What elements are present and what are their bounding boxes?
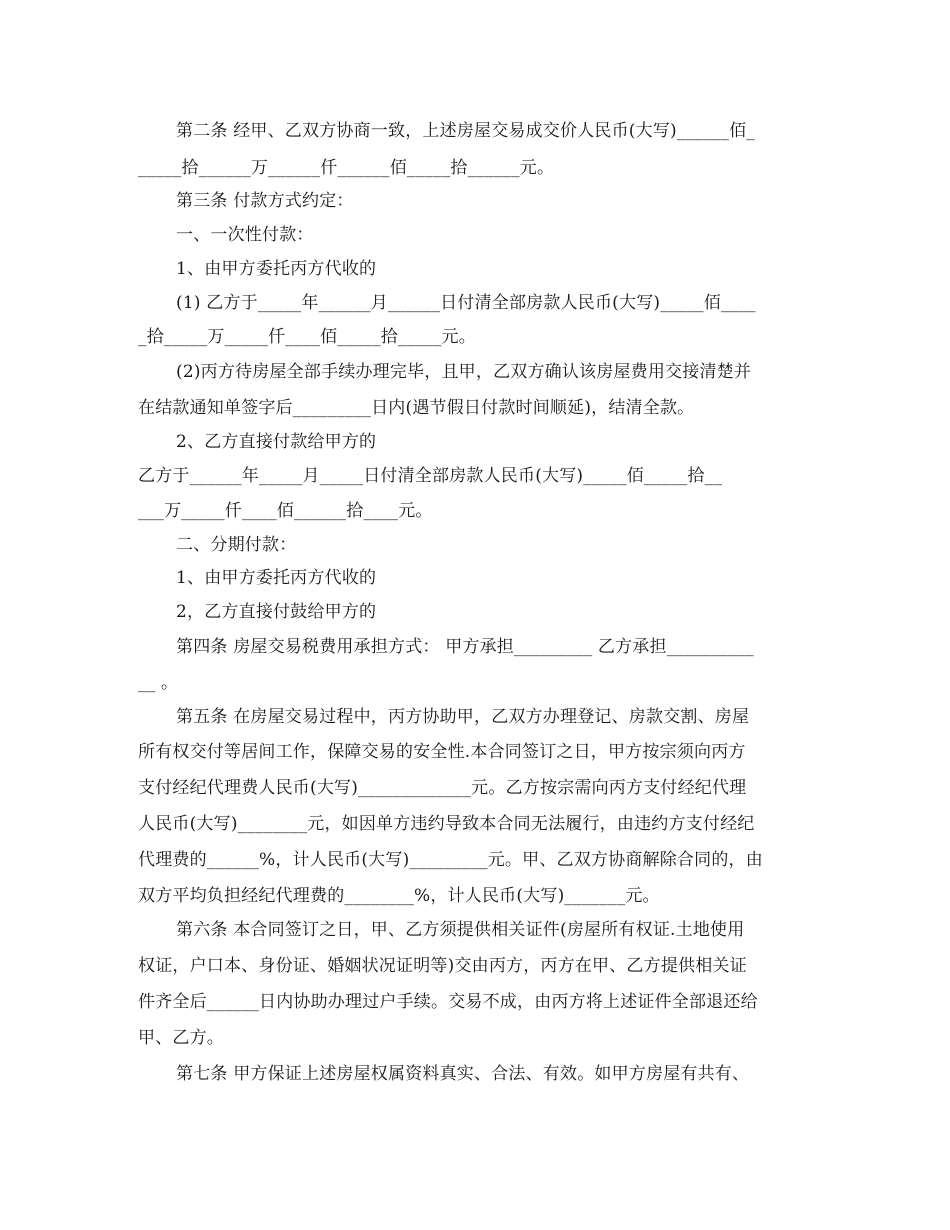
text-line: _拾_____万_____仟____佰_____拾_____元。 xyxy=(138,327,476,347)
text-line: 乙方于______年_____月_____日付清全部房款人民币(大写)_____佰_____拾__ xyxy=(138,466,723,486)
text-line: 第五条 在房屋交易过程中，丙方协助甲，乙双方办理登记、房款交割、房屋 xyxy=(176,707,750,727)
text-line: 2、乙方直接付款给甲方的 xyxy=(176,432,377,452)
text-line: 人民币(大写)________元，如因单方违约导致本合同无法履行，由违约方支付经纪 xyxy=(138,814,755,834)
text-line: 第六条 本合同签订之日，甲、乙方须提供相关证件(房屋所有权证.土地使用 xyxy=(176,920,745,940)
text-line: 二、分期付款： xyxy=(176,535,297,555)
text-line: 2，乙方直接付鼓给甲方的 xyxy=(176,602,377,622)
text-line: 权证，户口本、身份证、婚姻状况证明等)交由丙方，丙方在甲、乙方提供相关证 xyxy=(138,956,747,976)
text-line: (1) 乙方于_____年______月______日付清全部房款人民币(大写)_____佰____ xyxy=(176,293,756,313)
text-line: 甲、乙方。 xyxy=(138,1028,224,1048)
text-line: 件齐全后______日内协助办理过户手续。交易不成，由丙方将上述证件全部退还给 xyxy=(138,992,758,1012)
text-line: 第四条 房屋交易税费用承担方式： 甲方承担_________ 乙方承担__________ xyxy=(176,637,754,657)
text-line: _____拾______万______仟______佰_____拾______元。 xyxy=(138,158,555,178)
text-line: 1、由甲方委托丙方代收的 xyxy=(176,568,377,588)
text-line: 代理费的______%，计人民币(大写)_________元。甲、乙双方协商解除合同的，由 xyxy=(138,850,763,870)
text-line: (2)丙方待房屋全部手续办理完毕，且甲，乙双方确认该房屋费用交接清楚并 xyxy=(176,362,752,382)
text-line: 支付经纪代理费人民币(大写)_____________元。乙方按宗需向丙方支付经纪代理 xyxy=(138,778,747,798)
text-line: 双方平均负担经纪代理费的________%，计人民币(大写)_______元。 xyxy=(138,886,660,906)
text-line: 第二条 经甲、乙双方协商一致，上述房屋交易成交价人民币(大写)______佰_ xyxy=(176,121,755,141)
text-line: 在结款通知单签字后_________日内(遇节假日付款时间顺延)，结清全款。 xyxy=(138,398,695,418)
text-line: 所有权交付等居间工作，保障交易的安全性.本合同签订之日，甲方按宗须向丙方 xyxy=(138,742,746,762)
text-line: 1、由甲方委托丙方代收的 xyxy=(176,259,377,279)
text-line: 一、一次性付款： xyxy=(176,225,314,245)
text-line: ___万_____仟____佰______拾____元。 xyxy=(138,501,433,521)
text-line: __ 。 xyxy=(138,673,179,693)
text-line: 第七条 甲方保证上述房屋权属资料真实、合法、有效。如甲方房屋有共有、 xyxy=(176,1064,750,1084)
text-line: 第三条 付款方式约定： xyxy=(176,191,354,211)
